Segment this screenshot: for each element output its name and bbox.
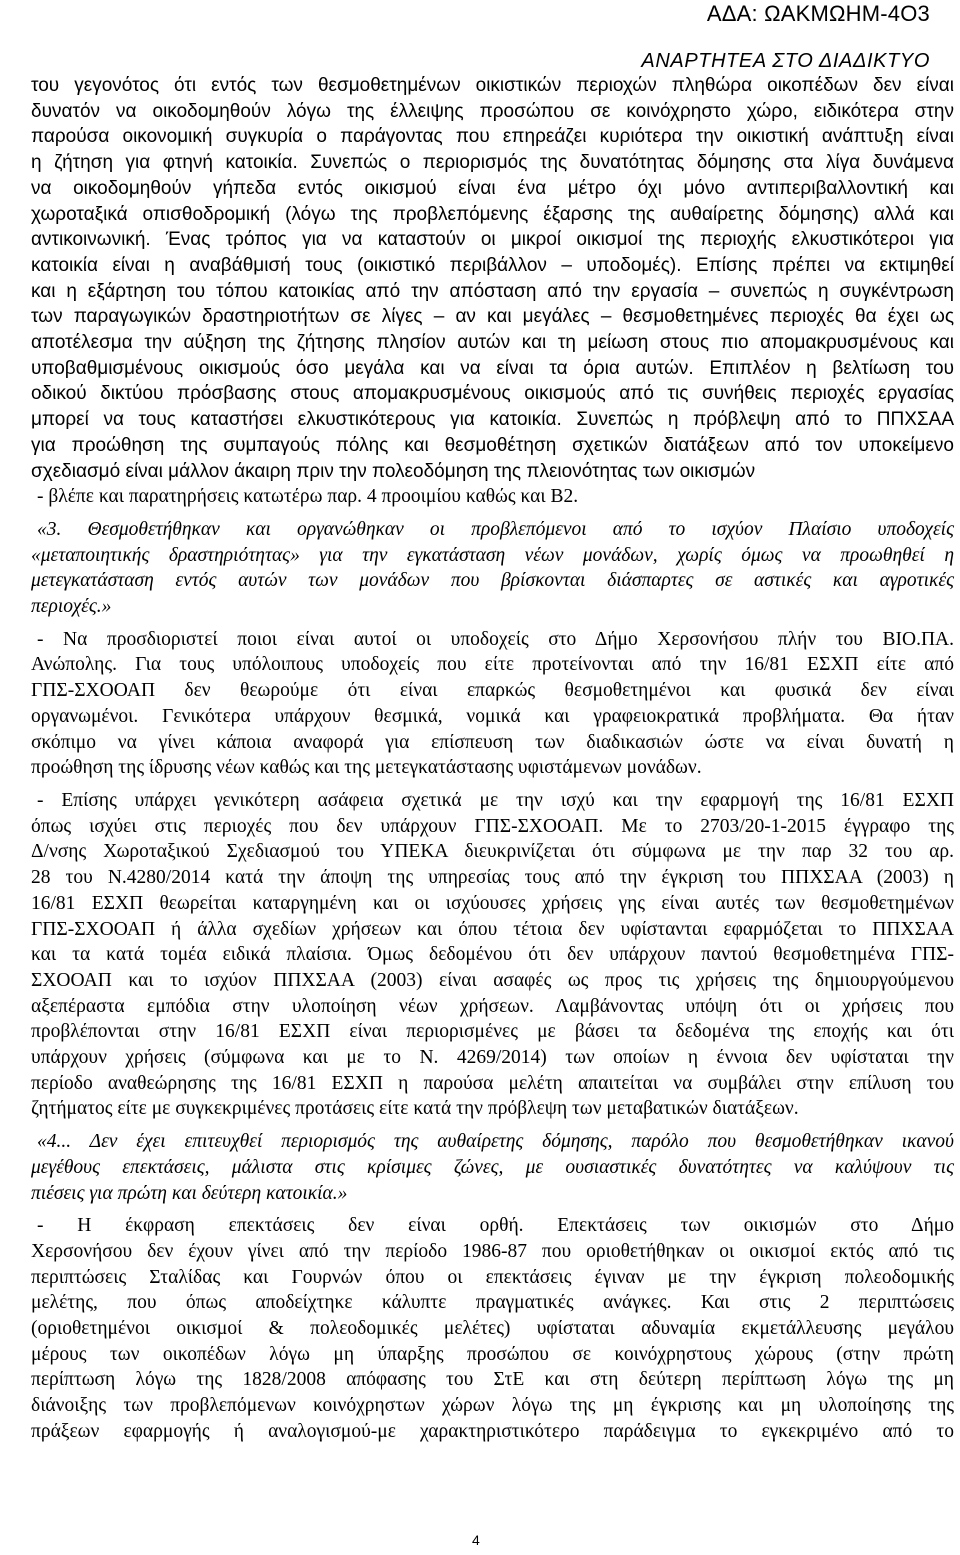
text-line: σκόπιμο να γίνει κάποια αναφορά για επίσπευση των διαδικασιών ώστε να είναι δυνατή η bbox=[31, 731, 954, 753]
text-line: - Η έκφραση επεκτάσεις δεν είναι ορθή. Επεκτάσεις των οικισμών στο Δήμο bbox=[37, 1215, 954, 1237]
paragraph-land-use-ambiguity bbox=[31, 788, 954, 1122]
text-line: υποβαθμισμένους οικισμούς όσο μεγάλα και να είναι τα όρια αυτών. Επιπλέον η βελτίωση του bbox=[31, 357, 954, 379]
text-line: του γεγονότος ότι εντός των θεσμοθετημένων οικιστικών περιοχών πληθώρα οικοπέδων δεν είναι bbox=[31, 75, 954, 96]
see-note bbox=[31, 484, 954, 510]
text-line: ΓΠΣ-ΣΧΟΟΑΠ ή άλλα σχεδίων χρήσεων και όπου τέτοια δεν υφίστανται εφαρμόζεται το ΠΠΧΣΑΑ bbox=[31, 918, 954, 940]
text-line: Χερσονήσου δεν έχουν γίνει από την περίοδο 1986-87 που οριοθετήθηκαν οι οικισμοί εκτός από τις bbox=[31, 1240, 954, 1262]
text-line: ΓΠΣ-ΣΧΟΟΑΠ δεν θεωρούμε ότι είναι επαρκώς θεσμοθετημένοι και φυσικά δεν είναι bbox=[31, 680, 954, 702]
text-line: και τα κατά τομέα ειδικά πλαίσια. Όμως δεδομένου ότι δεν υπάρχουν παντού θεσμοθετημένα ΓΠΣ- bbox=[31, 944, 954, 966]
paragraph-extensions bbox=[31, 1213, 954, 1444]
text-line: ζητήματος είτε με συγκεκριμένες προτάσεις είτε κατά την πρόβλεψη των μεταβατικών διατάξεων. bbox=[31, 1098, 799, 1120]
text-line: οργανωμένοι. Γενικότερα υπάρχουν θεσμικά, νομικά και γραφειοκρατικά προβλήματα. Θα ήταν bbox=[31, 705, 954, 727]
text-line: προβλέπονται στην 16/81 ΕΣΧΠ είναι περιορισμένες με βάσει τα δεδομένα της εποχής και ότι bbox=[31, 1021, 954, 1043]
text-line: 16/81 ΕΣΧΠ θεωρείται καταργημένη και οι ισχύουσες χρήσεις γης είναι αυτές των θεσμοθετημένων bbox=[31, 892, 954, 914]
text-line: να οικοδομηθούν γήπεδα εντός οικισμού είναι ένα μέτρο όχι μόνο αντιπεριβαλλοντική και bbox=[31, 177, 954, 199]
text-line: οδικού δικτύου πρόσβασης στους απομακρυσμένους οικισμούς από τις συνήθεις περιοχές εργασίας bbox=[31, 383, 954, 405]
text-line: ΣΧΟΟΑΠ και το ισχύον ΠΠΧΣΑΑ (2003) είναι ασαφές ως προς τις χρήσεις της δημιουργούμενου bbox=[31, 969, 954, 991]
text-line: μελέτης, που όπως αποδείχτηκε κάλυπτε πραγματικές ανάγκες. Και στις 2 περιπτώσεις bbox=[31, 1292, 954, 1314]
quote-item-3 bbox=[31, 517, 954, 620]
text-line: δυνατόν να οικοδομηθούν λόγω της έλλειψης προσώπου σε κοινόχρηστο χώρο, ειδικότερα στην bbox=[31, 100, 954, 122]
text-line: (οριοθετημένοι οικισμοί & πολεοδομικές μελέτες) υφίσταται αδυναμία εκμετάλλευσης μεγάλου bbox=[31, 1318, 954, 1340]
text-line: σχεδιασμό είναι μάλλον άκαιρη πριν την πολεοδόμηση της πλειονότητας των οικισμών bbox=[31, 460, 756, 482]
text-line: περίοδο αναθεώρησης της 16/81 ΕΣΧΠ η παρούσα μελέτη απαιτείται να συμβάλει στην επίλυση του bbox=[31, 1072, 954, 1094]
text-line: η ζήτηση για φτηνή κατοικία. Συνεπώς ο περιορισμός της δυνατότητας δόμησης στα λίγα δυνάμενα bbox=[31, 152, 954, 174]
text-line: μπορεί να τους καταστήσει ελκυστικότερους για κατοικία. Συνεπώς η πρόβλεψη από το ΠΠΧΣΑΑ bbox=[31, 409, 954, 431]
document-body bbox=[31, 73, 954, 1445]
text-line: αντικοινωνική. Ένας τρόπος για να καταστούν οι μικροί οικισμοί της περιοχής ελκυστικότεροι για bbox=[31, 229, 954, 251]
text-line: των παραγωγικών δραστηριοτήτων σε λίγες – αν και μεγάλες – θεσμοθετημένες περιοχές θα έχει ως bbox=[31, 306, 954, 328]
text-line: περιπτώσεις Σταλίδας και Γουρνών όπου οι επεκτάσεις έγιναν με την έγκριση πολεοδομικής bbox=[31, 1266, 954, 1288]
text-line: - βλέπε και παρατηρήσεις κατωτέρω παρ. 4 προοιμίου καθώς και Β2. bbox=[37, 486, 579, 508]
text-line: 28 του Ν.4280/2014 κατά την άποψη της υπηρεσίας τους από την έγκριση του ΠΠΧΣΑΑ (2003) η bbox=[31, 867, 954, 889]
text-line: κατοικία είναι η αναβάθμισή τους (οικιστικό περιβάλλον – υποδομές). Επίσης πρέπει να εκτιμηθεί bbox=[31, 254, 954, 276]
text-line: αποτέλεσμα την αύξηση της ζήτησης πλησίον αυτών και τη μείωση στους πιο απομακρυσμένους και bbox=[31, 332, 954, 354]
text-line: «4... Δεν έχει επιτευχθεί περιορισμός της αυθαίρετης δόμησης, παρόλο που θεσμοθετήθηκαν ικανού bbox=[37, 1131, 954, 1153]
text-line: και η εξάρτηση του τόπου κατοικίας από την απόσταση από την εργασία – συνεπώς η συγκέντρωση bbox=[31, 280, 954, 302]
text-line: μέρους των οικοπέδων λόγω μη ύπαρξης προσώπου σε κοινόχρηστους χώρους (στην πρώτη bbox=[31, 1343, 954, 1365]
text-line: Ανώπολης. Για τους υπόλοιπους υποδοχείς που είτε προτείνονται από την 16/81 ΕΣΧΠ είτε από bbox=[31, 654, 954, 676]
text-line: διάνοιξης των προβλεπόμενων κοινόχρηστων χώρων λόγω της μη έγκρισης και μη υλοποίησης της bbox=[31, 1395, 954, 1417]
quote-item-4 bbox=[31, 1129, 954, 1206]
text-line: πράξεων εφαρμογής ή αναλογισμού-με χαρακτηριστικότερο παράδειγμα το εγκεκριμένο από το bbox=[31, 1420, 954, 1442]
text-line: μετεγκατάσταση εντός αυτών των μονάδων που βρίσκονται διάσπαρτες σε αστικές και αγροτικές bbox=[31, 570, 954, 592]
text-line: - Επίσης υπάρχει γενικότερη ασάφεια σχετικά με την ισχύ και την εφαρμογή της 16/81 ΕΣΧΠ bbox=[37, 789, 954, 811]
text-line: προώθηση της ίδρυσης νέων καθώς και της μετεγκατάστασης υφιστάμενων μονάδων. bbox=[31, 757, 702, 779]
text-line: για προώθηση της συμπαγούς πόλης και θεσμοθέτηση σχετικών διατάξεων από τον υποκείμενο bbox=[31, 434, 954, 456]
text-line: «μεταποιητικής δραστηριότητας» για την εγκατάσταση νέων μονάδων, χωρίς όμως να προωθηθεί η bbox=[31, 544, 954, 566]
text-line: «3. Θεσμοθετήθηκαν και οργανώθηκαν οι προβλεπόμενοι από το ισχύον Πλαίσιο υποδοχείς bbox=[37, 518, 954, 540]
paragraph-housing bbox=[31, 73, 954, 484]
text-line: όπως ισχύει στις περιοχές που δεν υπάρχουν ΓΠΣ-ΣΧΟΟΑΠ. Με το 2703/20-1-2015 έγγραφο της bbox=[31, 815, 954, 837]
text-line: - Να προσδιοριστεί ποιοι είναι αυτοί οι υποδοχείς στο Δήμο Χερσονήσου πλήν του ΒΙΟ.ΠΑ. bbox=[37, 628, 954, 650]
text-line: παρούσα οικονομική συγκυρία ο παράγοντας που επηρεάζει κυριότερα την οικιστική ανάπτυξη είναι bbox=[31, 126, 954, 148]
ada-code: ΑΔΑ: ΩΑΚΜΩΗΜ-4Ο3 bbox=[706, 1, 930, 26]
text-line: περίπτωση λόγω της 1828/2008 απόφασης του ΣτΕ και στη δεύτερη περίπτωση λόγω της μη bbox=[31, 1369, 954, 1391]
text-line: πιέσεις για πρώτη και δεύτερη κατοικία.» bbox=[31, 1182, 348, 1204]
page-number: 4 bbox=[472, 1532, 480, 1548]
text-line: υπάρχουν χρήσεις (σύμφωνα και με το Ν. 4269/2014) των οποίων η έννοια δεν υφίσταται την bbox=[31, 1047, 954, 1069]
text-line: μεγέθους επεκτάσεις, μάλιστα στις κρίσιμες ζώνες, με ουσιαστικές δυνατότητες να καλύψουν τις bbox=[31, 1156, 954, 1178]
posted-online-label: ΑΝΑΡΤΗΤΕΑ ΣΤΟ ΔΙΑΔΙΚΤΥΟ bbox=[641, 50, 930, 72]
text-line: αξεπέραστα εμπόδια στην υλοποίηση νέων χρήσεων. Λαμβάνοντας υπόψη ότι οι χρήσεις που bbox=[31, 995, 954, 1017]
text-line: Δ/νσης Χωροταξικού Σχεδιασμού του ΥΠΕΚΑ διευκρινίζεται ότι σύμφωνα με την παρ 32 του αρ. bbox=[31, 841, 954, 863]
paragraph-industrial-zones bbox=[31, 627, 954, 781]
text-line: περιοχές.» bbox=[31, 596, 112, 618]
text-line: χωροταξικά οπισθοδρομική (λόγω της προβλεπόμενης έξαρσης της αυθαίρετης δόμησης) αλλά και bbox=[31, 203, 954, 225]
